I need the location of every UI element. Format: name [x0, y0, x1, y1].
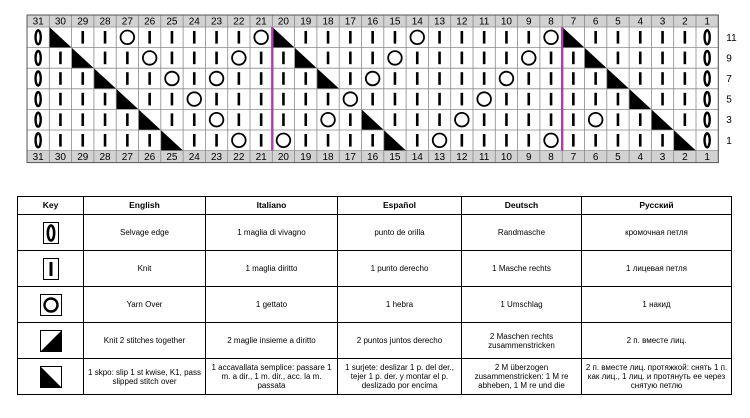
legend-russian: 2 п. вместе лиц. [582, 323, 732, 359]
knit-stitch [81, 72, 84, 85]
knit-stitch [550, 72, 553, 85]
knit-stitch [684, 113, 687, 126]
column-number-top: 4 [637, 16, 644, 28]
legend-deutsch: 1 Umschlag [462, 287, 582, 323]
selvage-icon [43, 222, 59, 244]
knit-stitch [416, 72, 419, 85]
legend-russian: 1 лицевая петля [582, 251, 732, 287]
column-number-bottom: 22 [233, 152, 245, 164]
legend-row-yarn-over [18, 287, 732, 323]
row-number: 7 [726, 74, 732, 85]
legend-russian: 2 п. вместе лиц. протяжкой: снять 1 п. как лиц., 1 лиц. и протянуть ее через снятую петлю [582, 359, 732, 395]
knit-stitch [416, 134, 419, 147]
column-number-bottom: 29 [77, 152, 89, 164]
knit-stitch [304, 134, 307, 147]
knit-stitch [148, 72, 151, 85]
knit-stitch [483, 31, 486, 44]
knit-stitch [483, 113, 486, 126]
legend-symbol-cell [18, 359, 84, 395]
legend-russian: кромочная петля [582, 215, 732, 251]
knit-stitch [550, 52, 553, 65]
knit-stitch [394, 72, 397, 85]
knit-stitch [438, 93, 441, 106]
legend-english: Knit [84, 251, 206, 287]
knit-stitch [572, 72, 575, 85]
knit-stitch [193, 134, 196, 147]
column-number-bottom: 23 [210, 152, 223, 164]
knit-stitch [238, 113, 241, 126]
column-number-bottom: 17 [344, 152, 356, 164]
knit-stitch [572, 113, 575, 126]
column-number-top: 23 [210, 16, 223, 28]
knit-stitch [304, 93, 307, 106]
yarn-over-icon [40, 294, 62, 316]
legend-symbol-cell [18, 287, 84, 323]
row-number: 11 [726, 32, 737, 44]
legend-header-key: Key [18, 197, 84, 215]
knit-stitch [304, 72, 307, 85]
column-number-bottom: 1 [704, 152, 710, 164]
row-number: 5 [726, 94, 732, 106]
knit-stitch [416, 93, 419, 106]
knit-stitch [282, 93, 285, 106]
knit-stitch [260, 93, 263, 106]
column-number-bottom: 10 [500, 152, 513, 164]
knit-stitch [171, 113, 174, 126]
knit-stitch [527, 72, 530, 85]
column-number-top: 27 [121, 16, 133, 28]
knit-stitch [304, 113, 307, 126]
legend-row-knit [18, 251, 732, 287]
legend-header-english: English [84, 197, 206, 215]
row-number: 9 [726, 53, 732, 65]
column-number-top: 1 [704, 16, 710, 28]
knit-stitch [349, 134, 352, 147]
legend-english: Yarn Over [84, 287, 206, 323]
knit-stitch [684, 72, 687, 85]
knit-stitch [81, 113, 84, 126]
knit-stitch [461, 93, 464, 106]
column-number-bottom: 14 [411, 152, 423, 164]
knit-stitch [104, 93, 107, 106]
knit-stitch [59, 93, 62, 106]
row-number: 3 [726, 115, 732, 127]
column-number-top: 6 [592, 16, 599, 28]
legend-espanol: 1 punto derecho [338, 251, 462, 287]
knit-stitch [260, 113, 263, 126]
legend-english: Knit 2 stitches together [84, 323, 206, 359]
knit-stitch [260, 52, 263, 65]
knit-stitch [594, 31, 597, 44]
column-number-bottom: 31 [32, 152, 44, 164]
knit-stitch [238, 31, 241, 44]
knit-stitch [461, 72, 464, 85]
knit-stitch [661, 31, 664, 44]
knit-stitch [483, 72, 486, 85]
knit-stitch [349, 113, 352, 126]
column-number-bottom: 3 [659, 152, 666, 164]
knit-stitch [550, 93, 553, 106]
skpo-icon [40, 366, 62, 388]
legend-symbol-cell [18, 323, 84, 359]
legend-symbol-cell [18, 215, 84, 251]
knit-stitch [59, 52, 62, 65]
knit-stitch [639, 113, 642, 126]
knit-stitch [148, 134, 151, 147]
knit-stitch [527, 113, 530, 126]
knit-stitch [371, 134, 374, 147]
column-number-top: 25 [166, 16, 178, 28]
column-number-bottom: 30 [54, 152, 67, 164]
legend-espanol: 1 hebra [338, 287, 462, 323]
knit-stitch [126, 134, 129, 147]
knit-stitch [193, 72, 196, 85]
legend-russian: 1 накид [582, 287, 732, 323]
knit-stitch [394, 93, 397, 106]
legend-italiano: 1 gettato [206, 287, 338, 323]
column-number-bottom: 16 [367, 152, 379, 164]
knit-stitch [104, 113, 107, 126]
knit-stitch [126, 113, 129, 126]
knit-stitch [527, 31, 530, 44]
knit-stitch [282, 72, 285, 85]
knit-stitch [461, 52, 464, 65]
knitting-chart [0, 0, 750, 180]
legend-header-italiano: Italiano [206, 197, 338, 215]
knit-stitch [327, 134, 330, 147]
knit-stitch [282, 52, 285, 65]
knit-stitch [684, 31, 687, 44]
knit-stitch [59, 134, 62, 147]
knit-stitch [126, 52, 129, 65]
knit-stitch [148, 31, 151, 44]
column-number-top: 12 [456, 16, 468, 28]
column-number-top: 17 [344, 16, 356, 28]
column-number-top: 14 [411, 16, 423, 28]
column-number-bottom: 26 [144, 152, 156, 164]
knit-stitch [639, 72, 642, 85]
knit-stitch [126, 72, 129, 85]
legend-deutsch: 2 Maschen rechts zusammenstricken [462, 323, 582, 359]
knit-stitch [81, 31, 84, 44]
knit-stitch [661, 93, 664, 106]
column-number-bottom: 11 [478, 152, 490, 164]
column-number-top: 18 [322, 16, 334, 28]
column-number-top: 28 [99, 16, 111, 28]
knit-stitch [260, 134, 263, 147]
knit-stitch [349, 72, 352, 85]
legend-italiano: 1 maglia di vivagno [206, 215, 338, 251]
knit-stitch [572, 52, 575, 65]
knit-stitch [684, 93, 687, 106]
knit-stitch [215, 134, 218, 147]
knit-stitch [617, 31, 620, 44]
knit-stitch [371, 31, 374, 44]
knit-stitch [572, 93, 575, 106]
legend-row-k2tog [18, 323, 732, 359]
knit-stitch [171, 52, 174, 65]
knit-stitch [527, 134, 530, 147]
column-number-top: 11 [478, 16, 490, 28]
knit-stitch [661, 52, 664, 65]
knit-stitch [438, 113, 441, 126]
knit-stitch [81, 134, 84, 147]
column-number-top: 3 [659, 16, 666, 28]
knit-stitch [349, 52, 352, 65]
knit-stitch [483, 52, 486, 65]
knit-stitch [327, 93, 330, 106]
column-number-top: 9 [525, 16, 532, 28]
knit-stitch [304, 31, 307, 44]
knit-stitch [505, 31, 508, 44]
legend-espanol: 1 surjete: deslizar 1 p. del der., tejer 1 p. der. y montar el p. deslizado por encima [338, 359, 462, 395]
legend-english: Selvage edge [84, 215, 206, 251]
column-number-bottom: 5 [615, 152, 621, 164]
knit-stitch [81, 93, 84, 106]
column-number-top: 22 [233, 16, 245, 28]
knit-stitch [639, 31, 642, 44]
column-number-bottom: 20 [277, 152, 290, 164]
column-number-top: 7 [570, 16, 577, 28]
knit-stitch [461, 31, 464, 44]
knit-stitch [104, 134, 107, 147]
knit-stitch [617, 52, 620, 65]
column-number-top: 19 [300, 16, 312, 28]
column-number-top: 30 [54, 16, 67, 28]
knit-stitch [260, 72, 263, 85]
knit-stitch [215, 52, 218, 65]
knit-stitch [104, 52, 107, 65]
knit-stitch [527, 93, 530, 106]
knit-stitch [661, 72, 664, 85]
row-number: 1 [726, 135, 732, 147]
column-number-bottom: 8 [548, 152, 554, 164]
knit-stitch [193, 52, 196, 65]
knit-stitch [238, 72, 241, 85]
column-number-bottom: 28 [99, 152, 111, 164]
column-number-top: 15 [389, 16, 401, 28]
legend-header-espanol: Español [338, 197, 462, 215]
column-number-bottom: 24 [188, 152, 200, 164]
knit-stitch [684, 52, 687, 65]
knit-stitch [59, 72, 62, 85]
column-number-top: 5 [615, 16, 621, 28]
knit-stitch [438, 31, 441, 44]
column-number-bottom: 27 [121, 152, 133, 164]
column-number-bottom: 7 [570, 152, 577, 164]
knit-stitch [505, 93, 508, 106]
column-number-top: 10 [500, 16, 513, 28]
legend-deutsch: 1 Masche rechts [462, 251, 582, 287]
column-number-top: 2 [682, 16, 688, 28]
knit-icon [43, 258, 59, 280]
knit-stitch [371, 93, 374, 106]
legend-italiano: 1 maglia diritto [206, 251, 338, 287]
legend-header-row [18, 197, 732, 215]
legend-english: 1 skpo: slip 1 st kwise, K1, pass slipped stitch over [84, 359, 206, 395]
knit-stitch [438, 52, 441, 65]
knit-stitch [505, 113, 508, 126]
knit-stitch [639, 134, 642, 147]
column-number-top: 8 [548, 16, 554, 28]
legend-italiano: 1 accavallata semplice: passare 1 m. a dir., 1 m. dir., acc. la m. passata [206, 359, 338, 395]
knit-stitch [238, 93, 241, 106]
legend-row-selvage [18, 215, 732, 251]
column-number-bottom: 2 [682, 152, 688, 164]
knit-stitch [394, 31, 397, 44]
knit-stitch [416, 52, 419, 65]
legend-deutsch: 2 M überzogen zusammenstricken: 1 M re abheben, 1 M re und die [462, 359, 582, 395]
knit-stitch [594, 72, 597, 85]
knit-stitch [104, 31, 107, 44]
column-number-top: 21 [255, 16, 267, 28]
column-number-top: 20 [277, 16, 290, 28]
knit-stitch [505, 134, 508, 147]
knit-stitch [594, 93, 597, 106]
column-number-bottom: 12 [456, 152, 468, 164]
knit-stitch [483, 134, 486, 147]
column-number-top: 13 [433, 16, 446, 28]
knit-stitch [193, 31, 196, 44]
knit-stitch [282, 113, 285, 126]
knit-stitch [572, 134, 575, 147]
legend-italiano: 2 maglie insieme a diritto [206, 323, 338, 359]
column-number-bottom: 4 [637, 152, 644, 164]
column-number-bottom: 6 [592, 152, 599, 164]
knit-stitch [550, 113, 553, 126]
knit-stitch [594, 134, 597, 147]
column-number-bottom: 9 [525, 152, 532, 164]
knit-stitch [327, 52, 330, 65]
legend-deutsch: Randmasche [462, 215, 582, 251]
column-number-bottom: 25 [166, 152, 178, 164]
legend-table [17, 196, 732, 395]
column-number-top: 29 [77, 16, 89, 28]
knit-stitch [59, 113, 62, 126]
legend-espanol: punto de orilla [338, 215, 462, 251]
k2tog-icon [40, 330, 62, 352]
legend-row-skpo [18, 359, 732, 395]
knit-stitch [505, 52, 508, 65]
column-number-bottom: 21 [255, 152, 267, 164]
column-number-bottom: 13 [433, 152, 446, 164]
knit-stitch [438, 72, 441, 85]
knit-stitch [617, 134, 620, 147]
knit-stitch [617, 113, 620, 126]
column-number-top: 24 [188, 16, 200, 28]
column-number-bottom: 15 [389, 152, 401, 164]
column-number-top: 16 [367, 16, 379, 28]
knit-stitch [171, 31, 174, 44]
column-number-bottom: 18 [322, 152, 334, 164]
knit-stitch [327, 31, 330, 44]
knit-stitch [639, 52, 642, 65]
knit-stitch [349, 31, 352, 44]
legend-header-deutsch: Deutsch [462, 197, 582, 215]
knit-stitch [394, 113, 397, 126]
knit-stitch [215, 31, 218, 44]
legend-header-russian: Русский [582, 197, 732, 215]
column-number-bottom: 19 [300, 152, 312, 164]
knit-stitch [148, 93, 151, 106]
column-number-top: 26 [144, 16, 156, 28]
knit-stitch [371, 52, 374, 65]
knit-stitch [193, 113, 196, 126]
knit-stitch [461, 134, 464, 147]
knit-stitch [416, 113, 419, 126]
knit-stitch [661, 134, 664, 147]
knit-stitch [215, 93, 218, 106]
knit-stitch [171, 93, 174, 106]
legend-symbol-cell [18, 251, 84, 287]
knit-stitch [617, 93, 620, 106]
legend-espanol: 2 puntos juntos derecho [338, 323, 462, 359]
column-number-top: 31 [32, 16, 44, 28]
